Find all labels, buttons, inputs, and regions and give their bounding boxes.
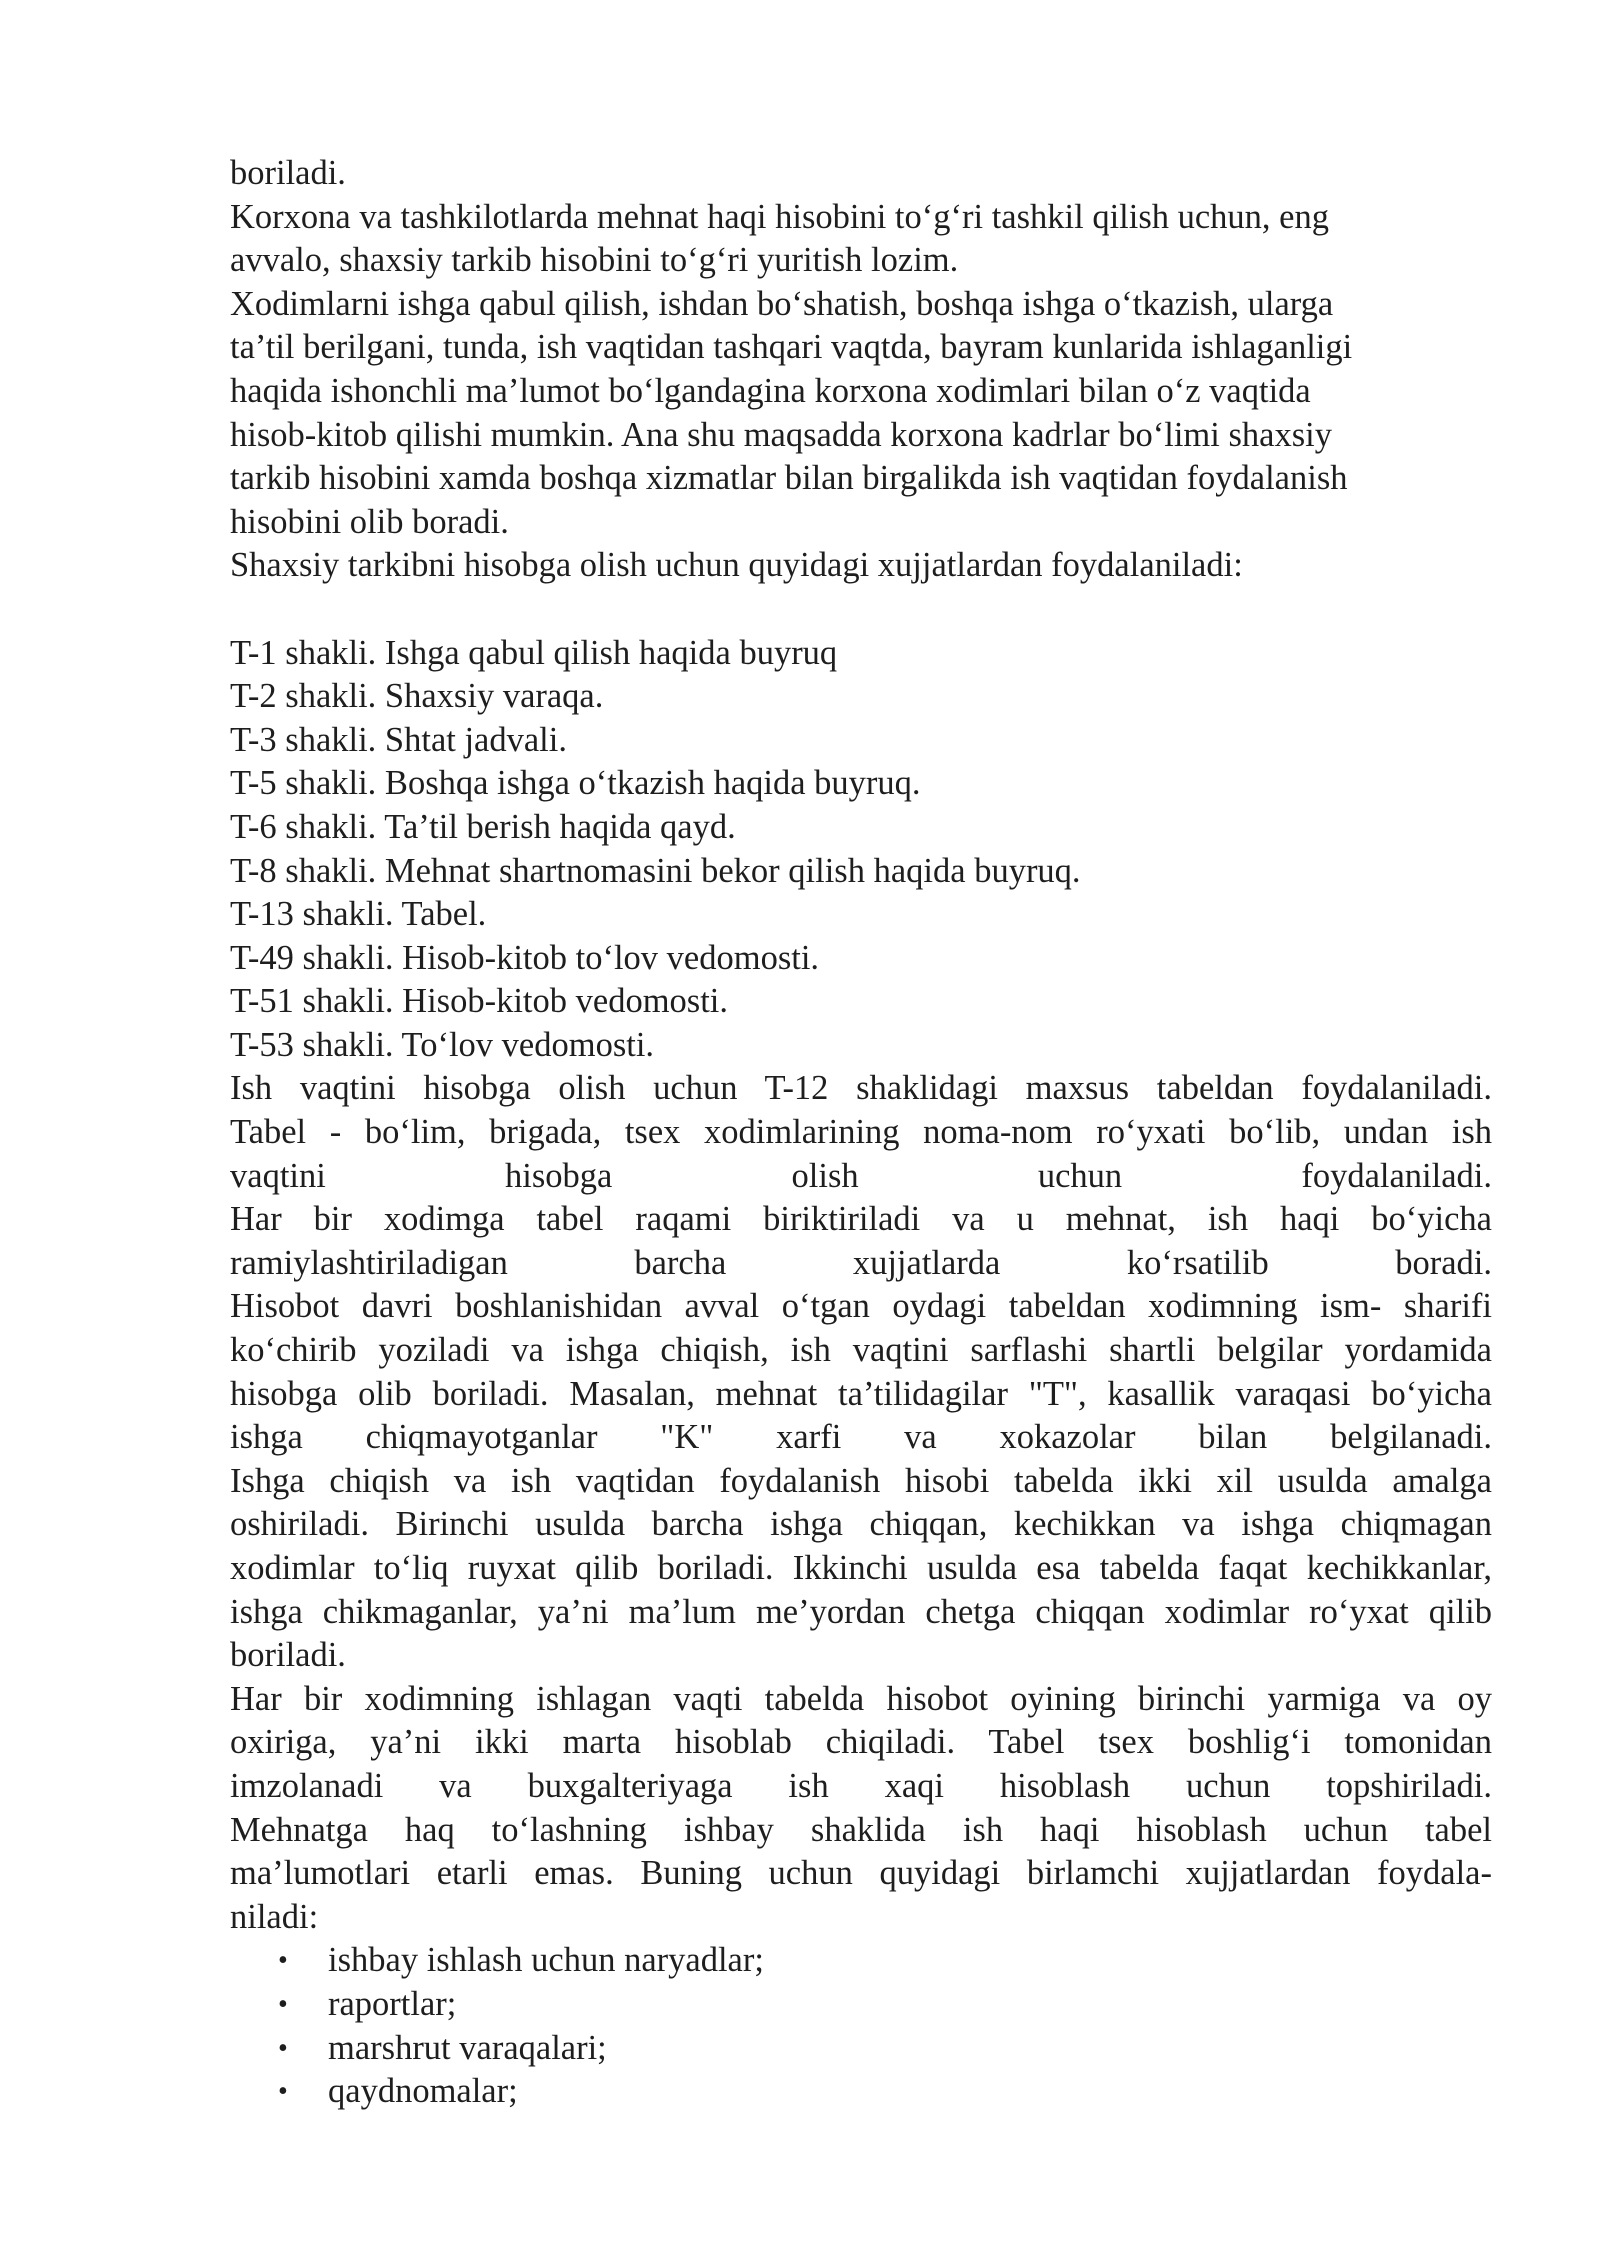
bullet-icon: • xyxy=(278,1988,288,2020)
text-line: Korxona va tashkilotlarda mehnat haqi hisobini to‘g‘ri tashkil qilish uchun, eng xyxy=(230,197,1329,236)
form-list-item: T-3 shakli. Shtat jadvali. xyxy=(230,720,567,759)
bullet-item xyxy=(230,2070,1492,2114)
form-list-item: T-6 shakli. Ta’til berish haqida qayd. xyxy=(230,807,736,846)
bullet-text: ishbay ishlash uchun naryadlar; xyxy=(328,1941,764,1980)
text-line: hisobini olib boradi. xyxy=(230,502,509,541)
form-list-item: T-53 shakli. To‘lov vedomosti. xyxy=(230,1025,655,1064)
text-line: Har bir xodimning ishlagan vaqti tabelda hisobot oyining birinchi yarmiga va oy xyxy=(230,1679,1492,1718)
form-list-item: T-2 shakli. Shaxsiy varaqa. xyxy=(230,677,604,716)
form-list-item: T-8 shakli. Mehnat shartnomasini bekor qilish haqida buyruq. xyxy=(230,851,1081,890)
text-line: ta’til berilgani, tunda, ish vaqtidan tashqari vaqtda, bayram kunlarida ishlaganligi xyxy=(230,328,1353,367)
text-line: ishga chiqmayotganlar "K" xarfi va xokazolar bilan belgilanadi. xyxy=(230,1418,1492,1457)
text-line: niladi: xyxy=(230,1897,319,1936)
text-line: ramiylashtiriladigan barcha xujjatlarda ko‘rsatilib boradi. xyxy=(230,1243,1492,1282)
bullet-item xyxy=(230,1939,1492,1983)
text-line: Mehnatga haq to‘lashning ishbay shaklida ish haqi hisoblash uchun tabel xyxy=(230,1810,1492,1849)
text-line: oxiriga, ya’ni ikki marta hisoblab chiqiladi. Tabel tsex boshlig‘i tomonidan xyxy=(230,1723,1492,1762)
text-line: imzolanadi va buxgalteriyaga ish xaqi hisoblash uchun topshiriladi. xyxy=(230,1766,1492,1805)
text-line: Tabel - bo‘lim, brigada, tsex xodimlarining noma-nom ro‘yxati bo‘lib, undan ish xyxy=(230,1113,1492,1152)
bullet-item xyxy=(230,2027,1492,2071)
text-line: avvalo, shaxsiy tarkib hisobini to‘g‘ri yuritish lozim. xyxy=(230,241,959,280)
bullet-icon: • xyxy=(278,1945,288,1977)
text-line: hisob-kitob qilishi mumkin. Ana shu maqsadda korxona kadrlar bo‘limi shaxsiy xyxy=(230,415,1332,454)
text-line: Hisobot davri boshlanishidan avval o‘tgan oydagi tabeldan xodimning ism- sharifi xyxy=(230,1287,1492,1326)
text-line: oshiriladi. Birinchi usulda barcha ishga chiqqan, kechikkan va ishga chiqmagan xyxy=(230,1505,1492,1544)
text-line: Har bir xodimga tabel raqami biriktiriladi va u mehnat, ish haqi bo‘yicha xyxy=(230,1200,1492,1239)
document-body xyxy=(230,152,1492,2114)
text-line: haqida ishonchli ma’lumot bo‘lgandagina korxona xodimlari bilan o‘z vaqtida xyxy=(230,371,1311,410)
text-line: Ish vaqtini hisobga olish uchun T-12 shaklidagi maxsus tabeldan foydalaniladi. xyxy=(230,1069,1492,1108)
form-list-item: T-1 shakli. Ishga qabul qilish haqida buyruq xyxy=(230,633,838,672)
text-line: Ishga chiqish va ish vaqtidan foydalanish hisobi tabelda ikki xil usulda amalga xyxy=(230,1461,1492,1500)
form-list-item: T-51 shakli. Hisob-kitob vedomosti. xyxy=(230,982,729,1021)
text-line: boriladi. xyxy=(230,1636,346,1675)
form-list-item: T-5 shakli. Boshqa ishga o‘tkazish haqida buyruq. xyxy=(230,764,921,803)
form-list-item: T-49 shakli. Hisob-kitob to‘lov vedomosti. xyxy=(230,938,820,977)
text-line: Xodimlarni ishga qabul qilish, ishdan bo‘shatish, boshqa ishga o‘tkazish, ularga xyxy=(230,284,1334,323)
text-line: xodimlar to‘liq ruyxat qilib boriladi. Ikkinchi usulda esa tabelda faqat kechikkanlar, xyxy=(230,1549,1492,1587)
form-list-item: T-13 shakli. Tabel. xyxy=(230,895,487,934)
bullet-text: raportlar; xyxy=(328,1984,457,2023)
text-line: ishga chikmaganlar, ya’ni ma’lum me’yordan chetga chiqqan xodimlar ro‘yxat qilib xyxy=(230,1592,1492,1631)
bullet-item xyxy=(230,1983,1492,2027)
text-line: ko‘chirib yoziladi va ishga chiqish, ish vaqtini sarflashi shartli belgilar yordamida xyxy=(230,1331,1492,1370)
document-bullet-list xyxy=(230,1939,1492,2113)
blank-line xyxy=(230,588,1492,632)
text-line: vaqtini hisobga olish uchun foydalaniladi. xyxy=(230,1156,1492,1195)
bullet-text: qaydnomalar; xyxy=(328,2072,518,2111)
bullet-icon: • xyxy=(278,2076,288,2108)
bullet-text: marshrut varaqalari; xyxy=(328,2028,607,2067)
text-line: Shaxsiy tarkibni hisobga olish uchun quyidagi xujjatlardan foydalaniladi: xyxy=(230,546,1243,585)
text-line: tarkib hisobini xamda boshqa xizmatlar bilan birgalikda ish vaqtidan foydalanish xyxy=(230,459,1348,498)
text-line: hisobga olib boriladi. Masalan, mehnat ta’tilidagilar "T", kasallik varaqasi bo‘yicha xyxy=(230,1374,1492,1413)
bullet-icon: • xyxy=(278,2032,288,2064)
text-line: boriladi. xyxy=(230,154,346,192)
text-line: ma’lumotlari etarli emas. Buning uchun quyidagi birlamchi xujjatlardan foydala- xyxy=(230,1854,1492,1893)
